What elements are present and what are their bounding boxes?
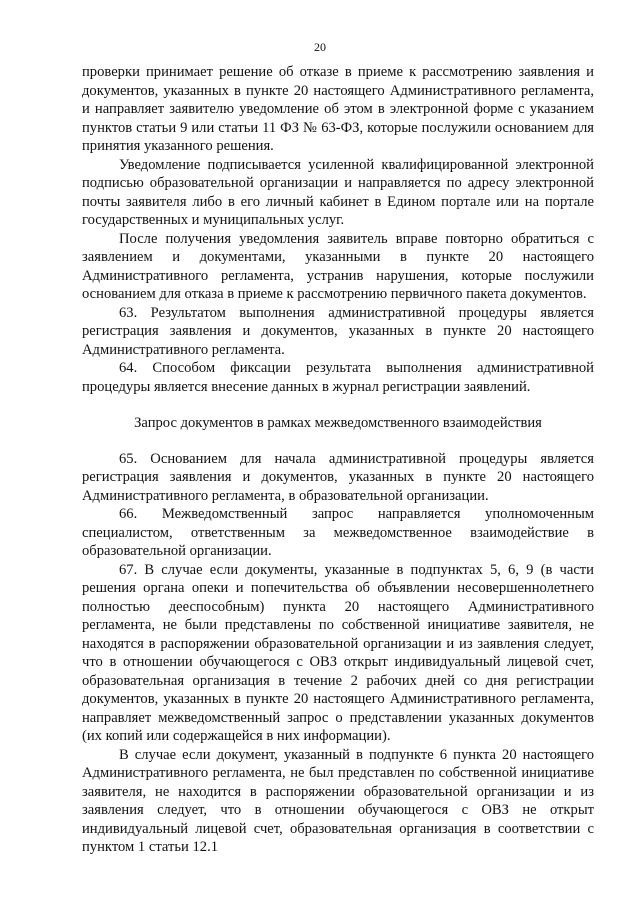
- document-body: [82, 63, 594, 857]
- page-number: 20: [314, 40, 326, 54]
- paragraph-67: 67. В случае если документы, указанные в подпунктах 5, 6, 9 (в части решения органа опеки и попечительства об объявлении несовершеннолетнего полностью дееспособным) пункта 20 настоящего Административного регламента, не были представлены по собственной инициативе заявителя, не находятся в распоряжении образовательной организации и из заявления следует, что в отношении обучающегося с ОВЗ открыт индивидуальный лицевой счет, образовательная организация в течение 2 рабочих дней со дня регистрации документов, указанных в пункте 20 настоящего Административного регламента, направляет межведомственный запрос о представлении указанных документов (их копий или содержащейся в них информации).: [82, 561, 594, 744]
- paragraph-66: 66. Межведомственный запрос направляется уполномоченным специалистом, ответственным за межведомственное взаимодействие в образовательной организации.: [82, 506, 594, 559]
- paragraph-65: 65. Основанием для начала административной процедуры является регистрация заявления и документов, указанных в пункте 20 настоящего Административного регламента, в образовательной организации.: [82, 450, 594, 504]
- paragraph-continuation: проверки принимает решение об отказе в приеме к рассмотрению заявления и документов, указанных в пункте 20 настоящего Административного регламента, и направляет заявителю уведомление об этом в электронной форме с указанием пунктов статьи 9 или статьи 11 ФЗ № 63-ФЗ, которые послужили основанием для принятия указанного решения.: [82, 64, 594, 154]
- section-heading: Запрос документов в рамках межведомственного взаимодействия: [134, 415, 542, 431]
- paragraph-67-continuation: В случае если документ, указанный в подпункте 6 пункта 20 настоящего Административного регламента, не был представлен по собственной инициативе заявителя, не находится в распоряжении образовательной организации и из заявления следует, что в отношении обучающегося с ОВЗ не открыт индивидуальный лицевой счет, образовательная организация в соответствии с пунктом 1 статьи 12.1: [82, 746, 594, 855]
- paragraph-63: 63. Результатом выполнения административной процедуры является регистрация заявления и документов, указанных в пункте 20 настоящего Административного регламента.: [82, 304, 594, 358]
- paragraph-resubmission: После получения уведомления заявитель вправе повторно обратиться с заявлением и документами, указанными в пункте 20 настоящего Административного регламента, устранив нарушения, которые послужили основанием для отказа в приеме к рассмотрению первичного пакета документов.: [82, 230, 594, 302]
- paragraph-64: 64. Способом фиксации результата выполнения административной процедуры является внесение данных в журнал регистрации заявлений.: [82, 360, 594, 395]
- paragraph-notification-signature: Уведомление подписывается усиленной квалифицированной электронной подписью образовательной организации и направляется по адресу электронной почты заявителя либо в его личный кабинет в Едином портале или на портале государственных и муниципальных услуг.: [82, 156, 594, 228]
